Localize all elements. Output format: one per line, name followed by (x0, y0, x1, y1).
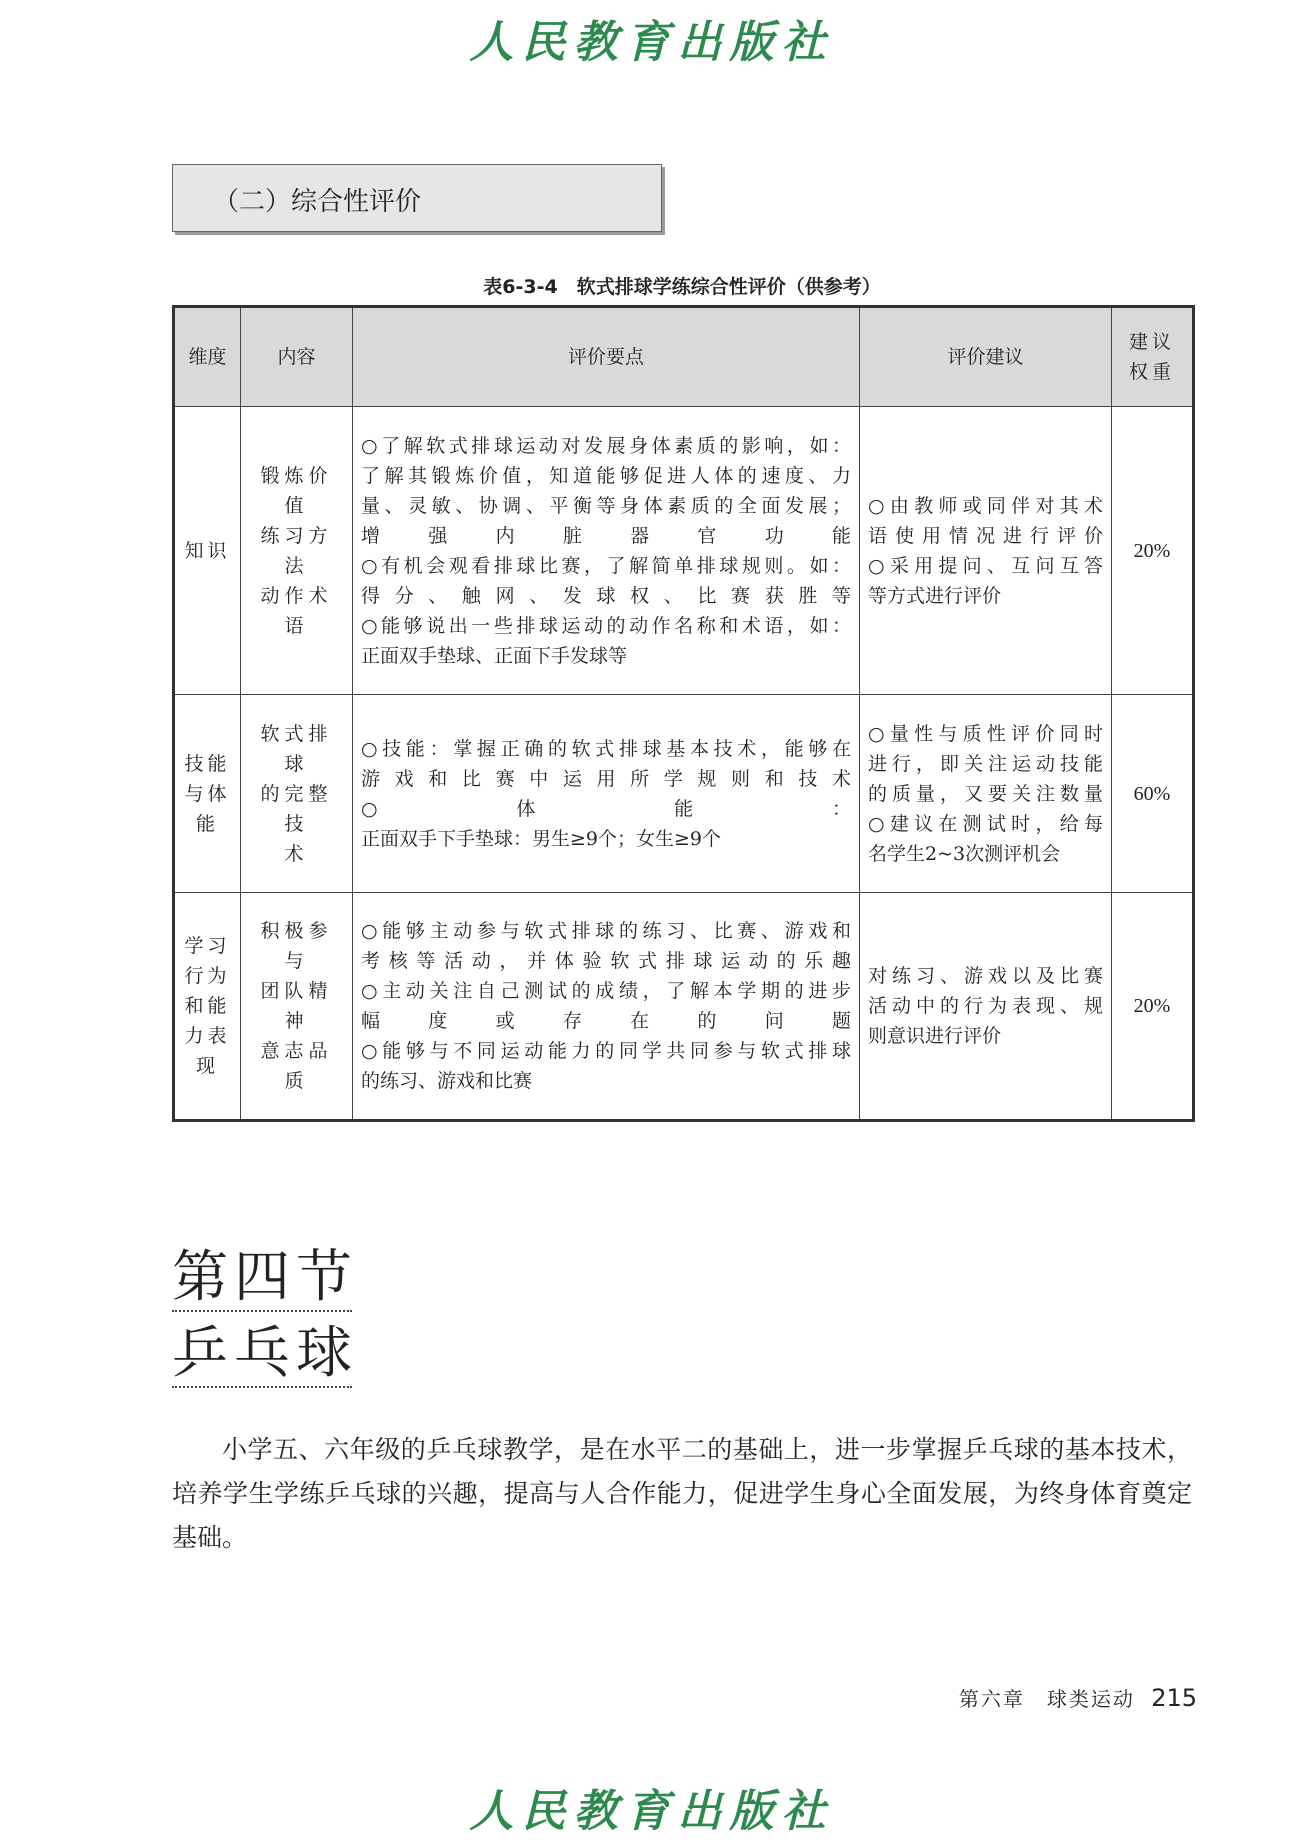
evaluation-table (172, 305, 1195, 1122)
cell-content-line: 动作术语 (260, 584, 333, 637)
header-suggestion: 评价建议 (860, 307, 1112, 407)
cell-points-line: ○能够与不同运动能力的同学共同参与软式排球 (361, 1040, 851, 1062)
cell-weight: 20% (1112, 407, 1194, 695)
cell-dimension-line: 与体 (184, 782, 231, 805)
cell-suggestion-line: ○由教师或同伴对其术 (868, 494, 1103, 517)
cell-content-line: 术 (284, 842, 309, 865)
title-dotted-divider (172, 1310, 352, 1312)
cell-weight: 20% (1112, 893, 1194, 1121)
cell-suggestion (860, 893, 1112, 1121)
table-row (174, 695, 1194, 893)
cell-dimension-line: 技能 (184, 752, 231, 775)
cell-content-line: 团队精神 (260, 980, 333, 1032)
cell-suggestion-line: 语使用情况进行评价 (868, 524, 1103, 547)
cell-points-line: ○体能： (361, 797, 851, 820)
cell-dimension-line: 和能 (184, 995, 231, 1017)
cell-suggestion (860, 407, 1112, 695)
footer-chapter: 第六章 球类运动 (958, 1687, 1135, 1711)
cell-content (241, 407, 353, 695)
cell-points-line: 了解其锻炼价值，知道能够促进人体的速度、力 (361, 464, 851, 487)
table-header-row (174, 307, 1194, 407)
cell-suggestion-line: 则意识进行评价 (868, 1025, 1002, 1047)
cell-points-line: 游戏和比赛中运用所学规则和技术 (361, 767, 851, 790)
cell-points-line: ○能够说出一些排球运动的动作名称和术语，如： (361, 614, 851, 637)
cell-points-line: ○技能：掌握正确的软式排球基本技术，能够在 (361, 737, 851, 760)
cell-points (353, 695, 860, 893)
cell-points-line: ○有机会观看排球比赛，了解简单排球规则。如： (361, 554, 851, 577)
cell-points-line: 考核等活动，并体验软式排球运动的乐趣 (361, 950, 851, 972)
cell-dimension (174, 407, 241, 695)
cell-suggestion (860, 695, 1112, 893)
cell-points-line: 量、灵敏、协调、平衡等身体素质的全面发展； (361, 494, 851, 517)
publisher-watermark-top: 人民教育出版社 (469, 17, 834, 68)
cell-content-line: 练习方法 (260, 524, 333, 577)
cell-points-line: 增强内脏器官功能 (361, 524, 851, 547)
cell-dimension-line: 力表 (184, 1025, 231, 1047)
section-heading: （二）综合性评价 (213, 187, 422, 217)
cell-suggestion-line: 名学生2~3次测评机会 (868, 842, 1061, 865)
section-heading-box (172, 164, 662, 232)
cell-points (353, 407, 860, 695)
cell-points-line: 幅度或存在的问题 (361, 1010, 851, 1032)
cell-suggestion-line: 进行，即关注运动技能 (868, 752, 1103, 775)
header-weight-line1: 建议 (1128, 331, 1175, 353)
cell-suggestion-line: ○量性与质性评价同时 (868, 722, 1103, 745)
cell-dimension-line: 学习 (184, 935, 231, 957)
table-row (174, 407, 1194, 695)
cell-points-line: ○主动关注自己测试的成绩，了解本学期的进步 (361, 980, 851, 1002)
cell-content-line: 锻炼价值 (260, 464, 333, 517)
intro-paragraph: 小学五、六年级的乒乓球教学，是在水平二的基础上，进一步掌握乒乓球的基本技术，培养学生学练乒乓球的兴趣，提高与人合作能力，促进学生身心全面发展，为终身体育奠定基础。 (172, 1435, 1192, 1552)
cell-points-line: 正面双手垫球、正面下手发球等 (361, 644, 628, 667)
cell-content-line: 软式排球 (260, 722, 333, 775)
cell-dimension (174, 893, 241, 1121)
cell-content-line: 意志品质 (260, 1040, 333, 1092)
cell-suggestion-line: ○采用提问、互问互答 (868, 554, 1103, 577)
cell-content-line: 积极参与 (260, 920, 333, 972)
table-caption: 表6-3-4 软式排球学练综合性评价（供参考） (483, 276, 881, 298)
cell-dimension-line: 知识 (184, 539, 231, 562)
cell-weight: 60% (1112, 695, 1194, 893)
header-content: 内容 (241, 307, 353, 407)
title-dotted-divider (172, 1386, 352, 1388)
cell-dimension-line: 现 (195, 1055, 219, 1077)
chapter-section-title (172, 1240, 358, 1392)
cell-dimension (174, 695, 241, 893)
cell-points (353, 893, 860, 1121)
cell-content (241, 893, 353, 1121)
table-row (174, 893, 1194, 1121)
cell-suggestion-line: 对练习、游戏以及比赛 (868, 965, 1103, 987)
header-dimension: 维度 (174, 307, 241, 407)
cell-points-line: 得分、触网、发球权、比赛获胜等 (361, 584, 851, 607)
cell-suggestion-line: 活动中的行为表现、规 (868, 995, 1103, 1017)
cell-points-line: ○能够主动参与软式排球的练习、比赛、游戏和 (361, 920, 851, 942)
cell-content-line: 的完整技 (260, 782, 333, 835)
cell-suggestion-line: ○建议在测试时，给每 (868, 812, 1103, 835)
chapter-section-number: 第四节 (172, 1245, 358, 1310)
header-weight (1112, 307, 1194, 407)
header-points: 评价要点 (353, 307, 860, 407)
page-number: 215 (1151, 1684, 1197, 1712)
cell-dimension-line: 行为 (184, 965, 231, 987)
publisher-watermark-bottom: 人民教育出版社 (469, 1786, 834, 1837)
chapter-section-name: 乒乓球 (172, 1321, 358, 1386)
cell-content (241, 695, 353, 893)
cell-points-line: 的练习、游戏和比赛 (361, 1070, 533, 1092)
cell-points-line: 正面双手下手垫球：男生≥9个；女生≥9个 (361, 827, 722, 850)
cell-dimension-line: 能 (195, 812, 219, 835)
cell-suggestion-line: 等方式进行评价 (868, 584, 1002, 607)
cell-suggestion-line: 的质量，又要关注数量 (868, 782, 1103, 805)
cell-points-line: ○了解软式排球运动对发展身体素质的影响，如： (361, 434, 851, 457)
page-footer (959, 1683, 1197, 1712)
header-weight-line2: 权重 (1128, 361, 1175, 383)
